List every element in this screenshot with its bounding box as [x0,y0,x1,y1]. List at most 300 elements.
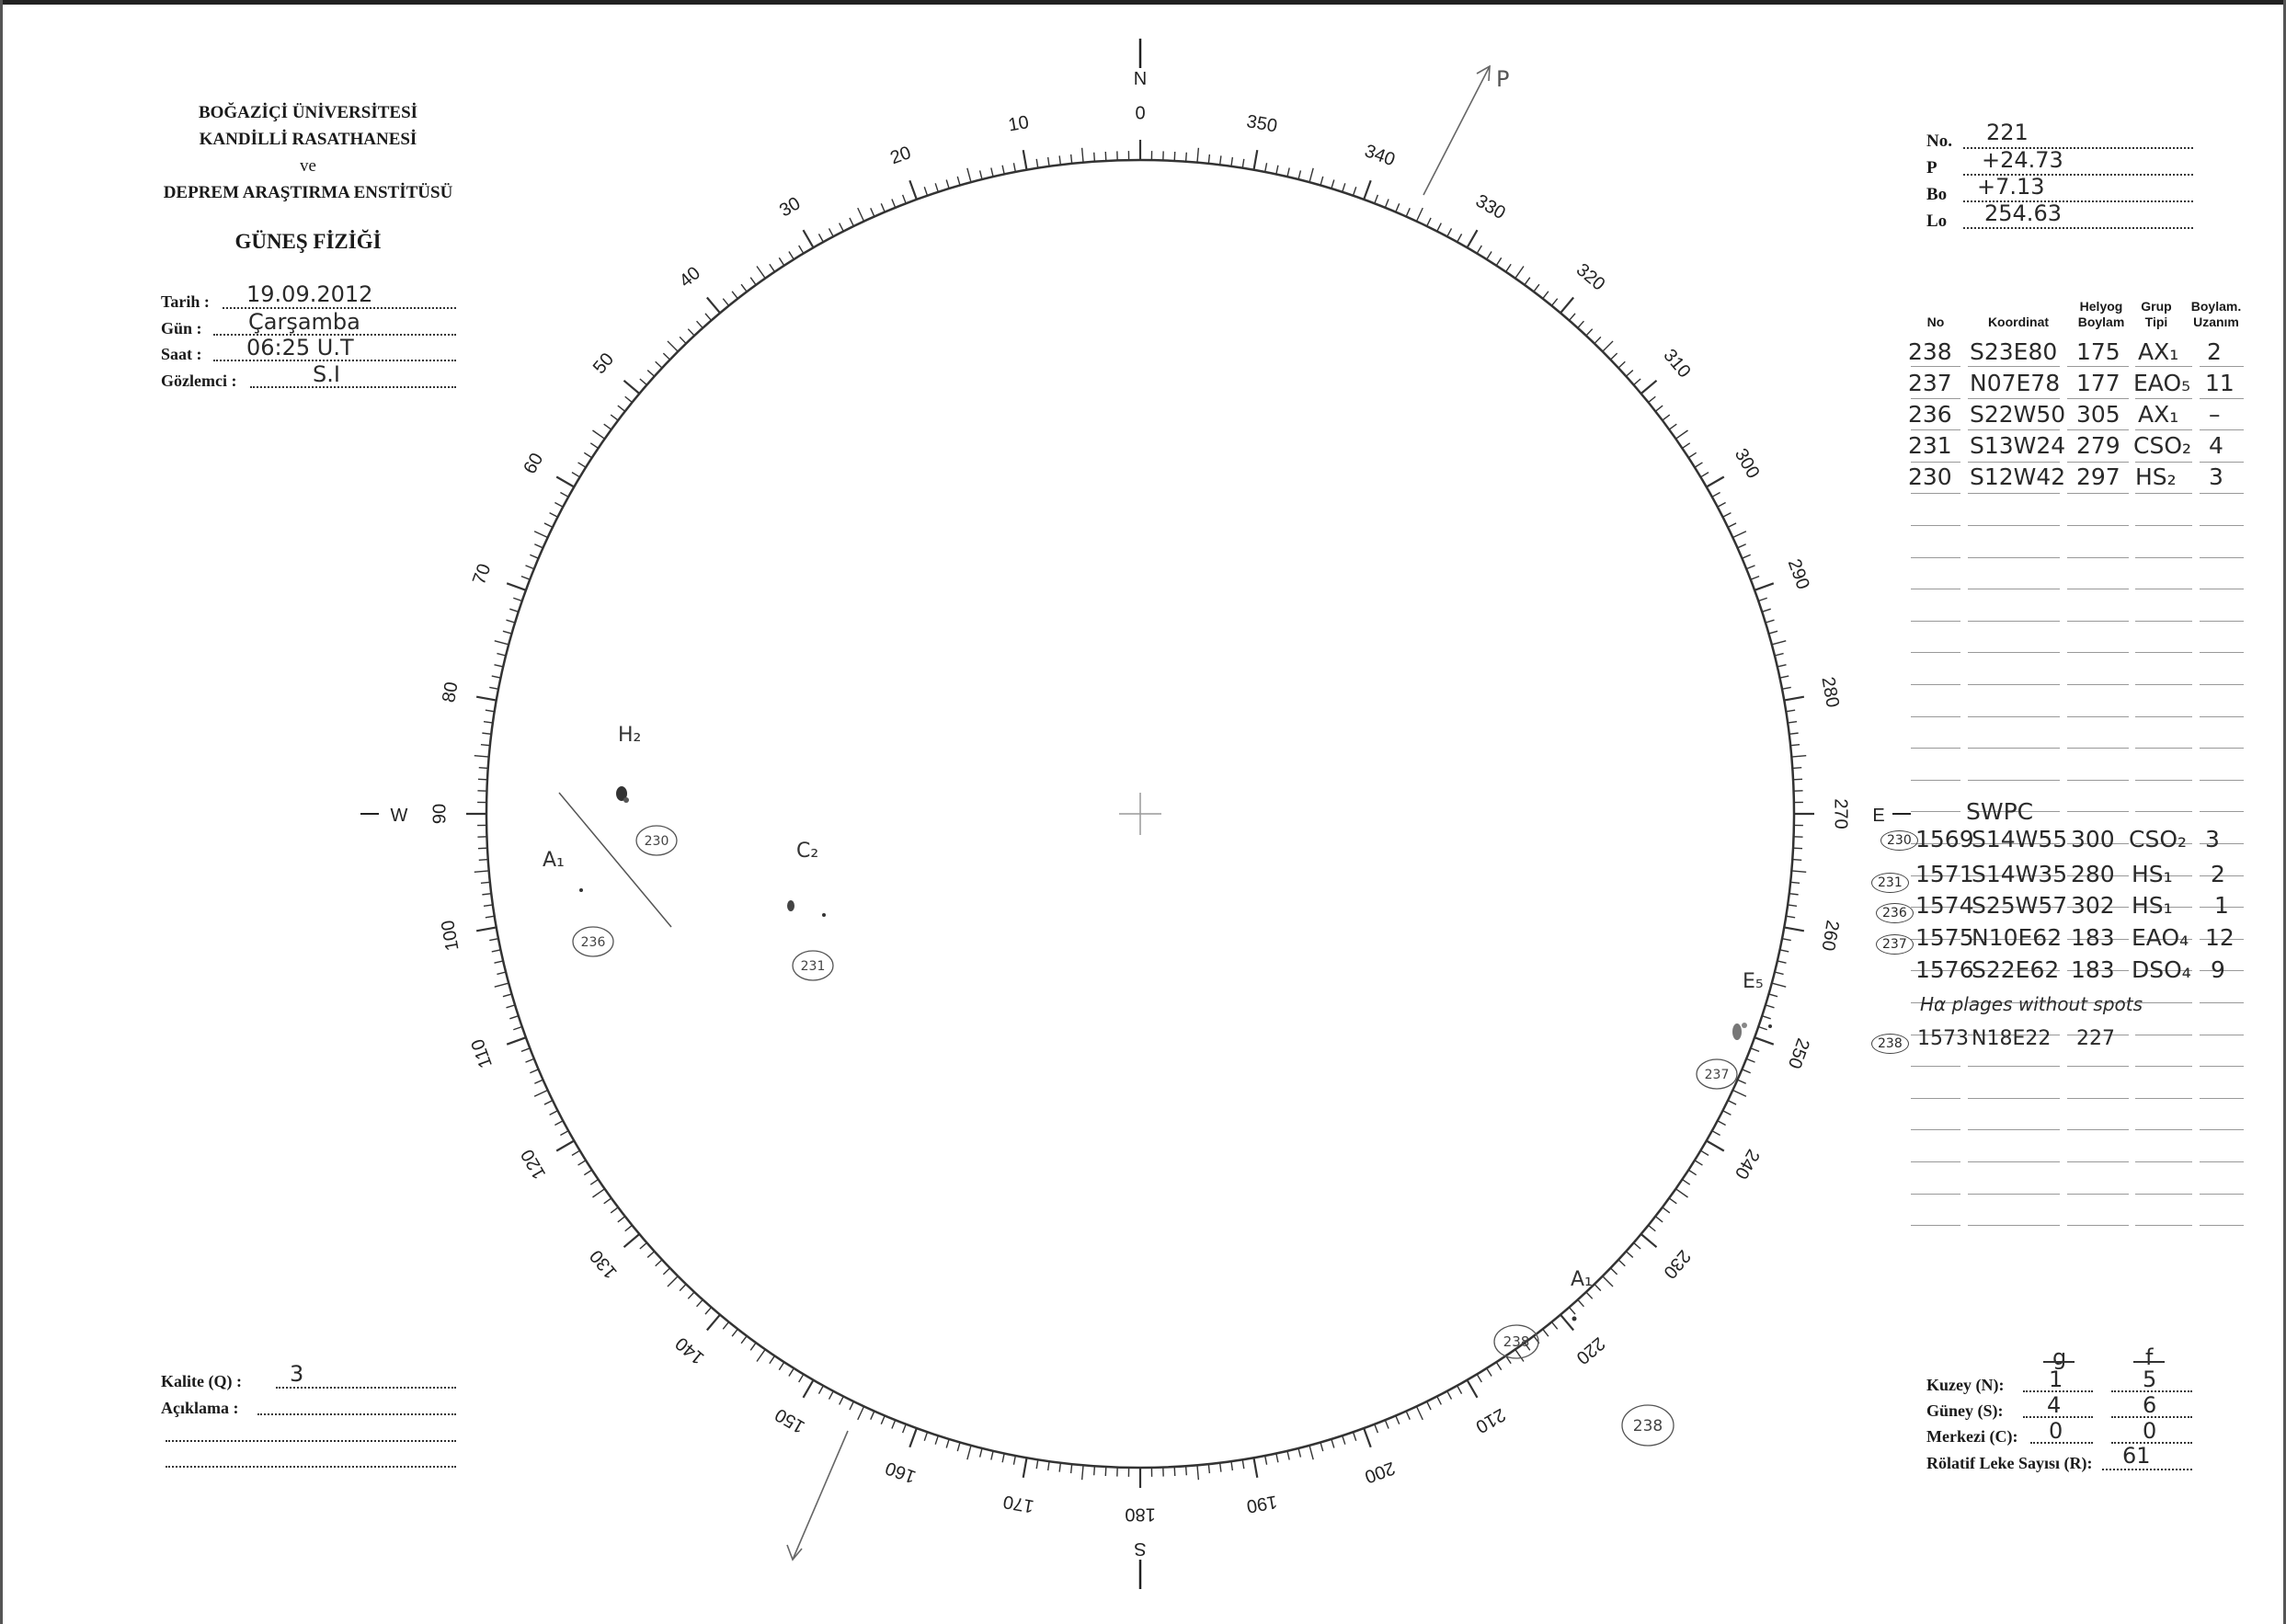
degree-label: 100 [438,918,463,953]
degree-tick [732,292,737,299]
p-axis-arrow-bottom [787,1545,802,1560]
no-label: No. [1926,132,1952,151]
degree-tick [1543,292,1549,299]
degree-tick [1287,167,1289,177]
degree-tick [1746,1058,1755,1062]
degree-tick [544,1101,553,1104]
degree-tick [478,848,487,849]
degree-tick [1788,905,1797,906]
south-letter: S [1134,1538,1147,1559]
degree-tick [1447,228,1452,236]
swpc-koordinat: S14W55 [1972,826,2068,852]
row-no: 237 [1908,370,1952,396]
degree-tick [732,1329,737,1336]
east-letter: E [1872,806,1885,826]
kalite-value: 3 [290,1361,304,1387]
degree-tick [779,1362,783,1369]
degree-tick [980,170,982,179]
degree-tick [560,492,568,497]
degree-tick [1758,1026,1766,1029]
degree-tick [946,1439,949,1448]
degree-tick [668,1276,678,1287]
degree-tick [604,424,612,429]
degree-tick [1023,150,1027,170]
swpc-tag: 230 [1880,830,1918,851]
degree-tick [1320,1442,1323,1451]
degree-label: 210 [1471,1403,1509,1437]
swpc-boylam: 227 [2076,1027,2115,1050]
merkezi-f-value: 0 [2143,1418,2157,1444]
degree-tick [1186,1466,1187,1475]
degree-tick [611,1207,618,1213]
degree-tick [1375,195,1378,203]
row-boylam: 305 [2076,401,2120,428]
degree-tick [804,1380,814,1398]
degree-tick [799,1374,804,1382]
degree-tick [1197,148,1198,163]
sheet-title: GÜNEŞ FİZİĞİ [234,230,382,253]
degree-tick [484,905,493,906]
degree-label: 10 [1006,112,1031,136]
degree-tick [1406,208,1410,216]
degree-label: 170 [1001,1491,1036,1516]
degree-tick [1174,152,1175,161]
row-uzanim: 11 [2205,370,2235,396]
degree-tick [1468,1380,1478,1398]
degree-tick [1784,927,1804,931]
degree-tick [590,1180,598,1185]
swpc-tip: CSO₂ [2129,826,2188,852]
degree-tick [1790,882,1800,883]
degree-tick [1758,598,1766,600]
degree-tick [1634,1242,1641,1249]
degree-tick [1712,492,1720,497]
degree-tick [1002,1453,1004,1462]
degree-tick [1231,157,1232,166]
degree-tick [592,1189,604,1197]
degree-tick [544,523,553,527]
degree-tick [1649,1225,1656,1230]
institution-line-3: ve [300,156,316,176]
degree-tick [1793,779,1802,780]
degree-tick [1551,1322,1557,1330]
degree-tick [680,1284,686,1290]
degree-tick [489,687,498,689]
degree-tick [476,927,497,931]
swpc-no: 1574 [1915,892,1974,919]
degree-tick [1287,1451,1289,1460]
degree-tick [656,361,662,368]
col-header-helyog-1: Helyog [2079,299,2123,314]
degree-tick [1700,473,1709,477]
degree-tick [1688,1170,1696,1174]
degree-tick [850,218,853,226]
degree-label: 280 [1817,675,1843,710]
swpc-koordinat: S14W35 [1972,861,2068,887]
degree-tick [640,379,647,385]
degree-tick [1560,297,1573,313]
guney-f-value: 6 [2143,1392,2157,1418]
degree-tick [1082,148,1083,163]
degree-tick [604,1198,612,1204]
row-koordinat: S23E80 [1970,338,2058,365]
degree-label: 230 [1659,1245,1695,1283]
degree-tick [1253,1458,1257,1478]
degree-tick [770,264,775,271]
tag-230: 230 [644,834,669,849]
row-uzanim: 4 [2209,432,2223,459]
rolatif-label: Rölatif Leke Sayısı (R): [1926,1454,2093,1472]
degree-tick [554,1121,563,1126]
degree-tick [1105,1467,1106,1476]
col-header-no: No [1926,315,1945,329]
degree-tick [903,1424,907,1433]
swpc-koordinat: S25W57 [1972,892,2068,919]
degree-tick [1742,555,1750,558]
degree-tick [1762,609,1771,612]
sunspot-h2-secondary [623,797,629,803]
degree-tick [1641,381,1657,394]
degree-tick [478,779,487,780]
tag-238a: 238 [1503,1333,1530,1350]
degree-tick [1669,424,1676,429]
degree-tick [1594,1284,1601,1290]
degree-tick [1242,159,1244,168]
swpc-note: Hα plages without spots [1920,993,2143,1015]
degree-tick [1792,768,1801,769]
degree-tick [1353,1432,1355,1440]
degree-tick [1779,950,1789,952]
degree-tick [482,733,491,734]
aciklama-dots-3 [166,1466,456,1468]
degree-tick [1525,278,1530,285]
degree-tick [1208,154,1209,164]
degree-tick [1013,1456,1015,1465]
degree-tick [494,665,503,667]
degree-tick [1105,152,1106,161]
swpc-koordinat: S22E62 [1972,956,2060,983]
degree-tick [892,1420,896,1428]
degree-label: 270 [1830,798,1851,829]
sunspot-c2-leading [787,900,794,911]
saat-label: Saat : [161,345,202,363]
degree-tick [1332,180,1334,189]
degree-tick [924,1432,927,1440]
group-label-c2: C₂ [796,840,819,863]
degree-tick [1768,631,1777,634]
row-no: 236 [1908,401,1952,428]
degree-tick [1353,187,1355,195]
degree-tick [1427,1401,1431,1410]
degree-tick [479,768,488,769]
tag-236: 236 [580,935,606,950]
degree-tick [750,278,756,285]
degree-tick [1732,1090,1746,1096]
degree-tick [503,631,512,634]
degree-tick [1626,371,1632,377]
degree-tick [1332,1439,1334,1448]
degree-tick [829,228,834,236]
degree-tick [1688,452,1696,457]
degree-tick [1220,155,1221,165]
col-header-koordinat: Koordinat [1987,315,2050,329]
degree-tick [530,1069,538,1073]
degree-tick [521,1048,530,1052]
degree-label: 260 [1817,918,1843,953]
degree-tick [1276,1453,1278,1462]
degree-tick [1603,341,1613,351]
degree-tick [668,341,678,351]
degree-tick [1427,218,1431,226]
swpc-uzanim: 3 [2205,826,2220,852]
degree-label: 220 [1572,1332,1609,1368]
degree-tick [663,1268,669,1275]
degree-tick [1791,756,1806,757]
degree-tick [1186,153,1187,162]
degree-tick [1276,166,1278,175]
degree-label: 190 [1244,1491,1279,1516]
degree-tick [1385,1420,1389,1428]
degree-tick [697,1299,703,1306]
degree-tick [526,566,534,569]
group-label-h2: H₂ [618,724,642,747]
degree-tick [1298,1448,1300,1458]
swpc-uzanim: 1 [2214,892,2229,919]
degree-tick [1457,234,1462,242]
degree-tick [1788,722,1797,723]
degree-label: 0 [1135,103,1146,124]
degree-tick [881,203,885,212]
aciklama-dots-2 [166,1440,456,1442]
degree-tick [1782,687,1791,689]
row-uzanim: 2 [2207,338,2222,365]
degree-tick [991,1451,993,1460]
f-header: f [2145,1344,2154,1370]
degree-tick [1766,1005,1775,1008]
degree-tick [530,555,538,558]
degree-tick [789,1368,794,1376]
degree-label: 140 [671,1332,709,1368]
sunspot-e5-outer [1768,1024,1772,1028]
kuzey-label: Kuzey (N): [1926,1376,2005,1394]
degree-label: 20 [887,143,914,169]
degree-tick [1682,443,1689,449]
degree-tick [1789,894,1799,895]
degree-tick [1707,477,1724,487]
degree-tick [625,396,633,402]
row-koordinat: S22W50 [1970,401,2066,428]
degree-label: 310 [1659,345,1695,383]
degree-tick [1675,430,1687,439]
row-tip: HS₂ [2135,463,2177,490]
degree-tick [492,950,501,952]
degree-tick [850,1401,853,1410]
degree-tick [1618,361,1625,368]
degree-tick [1013,163,1015,172]
gozlemci-label: Gözlemci : [161,372,237,390]
degree-tick [1437,1397,1442,1405]
degree-tick [980,1448,982,1458]
degree-tick [741,284,747,292]
degree-tick [647,371,654,377]
degree-label: 180 [1125,1504,1156,1525]
degree-tick [1094,1466,1095,1475]
g-header-underline [2043,1361,2075,1363]
bo-label: Bo [1926,185,1948,204]
swpc-tag: 236 [1876,903,1914,923]
sunspot-a1-left [579,888,583,892]
degree-label: 80 [439,680,463,704]
degree-tick [481,882,490,883]
sunspot-c2-trailing [822,913,826,917]
degree-tick [1396,203,1400,212]
west-letter: W [390,806,408,826]
degree-tick [1496,1362,1501,1369]
degree-tick [1320,177,1323,186]
tarih-label: Tarih : [161,292,210,311]
degree-tick [1751,577,1759,580]
rolatif-dots [2102,1469,2192,1470]
degree-tick [474,871,489,872]
degree-tick [935,183,938,192]
degree-tick [590,443,598,449]
row-uzanim: 3 [2209,463,2223,490]
kuzey-g-value: 1 [2049,1367,2063,1392]
degree-tick [1663,1207,1670,1213]
degree-tick [572,1150,580,1155]
degree-label: 240 [1730,1145,1764,1183]
p-value: +24.73 [1982,147,2063,173]
degree-tick [509,609,519,612]
row-tip: CSO₂ [2133,432,2192,459]
degree-tick [840,1397,844,1405]
merkezi-label: Merkezi (C): [1926,1427,2018,1446]
degree-tick [554,503,563,508]
row-boylam: 297 [2076,463,2120,490]
degree-tick [1772,641,1786,645]
row-koordinat: N07E78 [1970,370,2061,396]
degree-tick [1626,1252,1632,1258]
degree-tick [1655,1217,1663,1222]
degree-tick [1772,983,1786,987]
group-label-a1-left: A₁ [543,849,565,872]
degree-tick [909,180,917,200]
degree-tick [572,473,580,477]
col-header-grup-2: Tipi [2144,315,2168,329]
swpc-uzanim: 12 [2205,924,2235,951]
degree-tick [1738,1080,1746,1083]
degree-tick [858,208,864,222]
row-tip: EAO₅ [2133,370,2191,396]
degree-tick [1700,1150,1709,1155]
degree-tick [1560,1315,1573,1331]
degree-tick [550,513,558,518]
saat-value: 06:25 U.T [246,335,354,360]
degree-tick [1746,566,1755,569]
degree-tick [1447,1391,1452,1400]
north-letter: N [1133,69,1148,89]
gun-value: Çarşamba [248,309,360,335]
degree-tick [1695,463,1702,467]
tag-238b: 238 [1632,1417,1663,1435]
degree-tick [534,1090,548,1096]
degree-tick [534,544,543,548]
guney-label: Güney (S): [1926,1401,2004,1420]
row-no: 238 [1908,338,1952,365]
swpc-no: 1575 [1915,924,1974,951]
degree-tick [484,722,493,723]
degree-tick [1437,223,1442,232]
degree-tick [903,195,907,203]
degree-tick [705,314,712,321]
swpc-boylam: 183 [2071,956,2115,983]
degree-tick [521,577,530,580]
swpc-uzanim: 9 [2211,956,2225,983]
degree-tick [924,187,927,195]
row-no: 230 [1908,463,1952,490]
degree-label: 120 [517,1145,551,1183]
degree-tick [1416,208,1423,222]
degree-tick [1782,939,1791,941]
degree-tick [892,200,896,208]
degree-tick [618,1217,625,1222]
degree-tick [1695,1161,1702,1165]
degree-tick [1777,665,1787,667]
degree-tick [688,329,694,336]
degree-tick [707,297,720,313]
degree-tick [1457,1386,1462,1394]
degree-tick [509,1016,519,1019]
degree-tick [1406,1412,1410,1420]
degree-tick [1094,153,1095,162]
degree-tick [1468,230,1478,247]
row-tip: AX₁ [2138,401,2179,428]
degree-tick [1343,183,1345,192]
degree-tick [1208,1464,1209,1473]
sunspot-e5-group [1732,1024,1742,1040]
degree-tick [1663,415,1670,420]
degree-tick [507,1005,516,1008]
swpc-boylam: 302 [2071,892,2115,919]
degree-tick [534,532,548,538]
degree-label: 30 [776,193,805,222]
degree-tick [757,266,765,278]
degree-tick [871,1412,874,1420]
degree-tick [1669,1198,1676,1204]
degree-tick [1610,1268,1617,1275]
degree-label: 150 [772,1403,809,1437]
degree-tick [578,463,586,467]
degree-tick [1059,155,1060,165]
degree-tick [1634,379,1641,385]
degree-tick [513,598,521,600]
degree-tick [503,994,512,997]
degree-label: 200 [1362,1457,1398,1487]
swpc-tip: DSO₄ [2132,956,2191,983]
degree-tick [757,1349,765,1361]
degree-tick [1594,337,1601,343]
degree-tick [1655,406,1663,411]
degree-tick [1768,994,1777,997]
degree-tick [1603,1276,1613,1287]
degree-tick [560,1131,568,1136]
degree-tick [556,477,574,487]
degree-tick [818,1386,823,1394]
degree-tick [482,894,491,895]
degree-tick [680,337,686,343]
guney-g-value: 4 [2047,1392,2062,1418]
degree-label: 110 [467,1035,497,1071]
